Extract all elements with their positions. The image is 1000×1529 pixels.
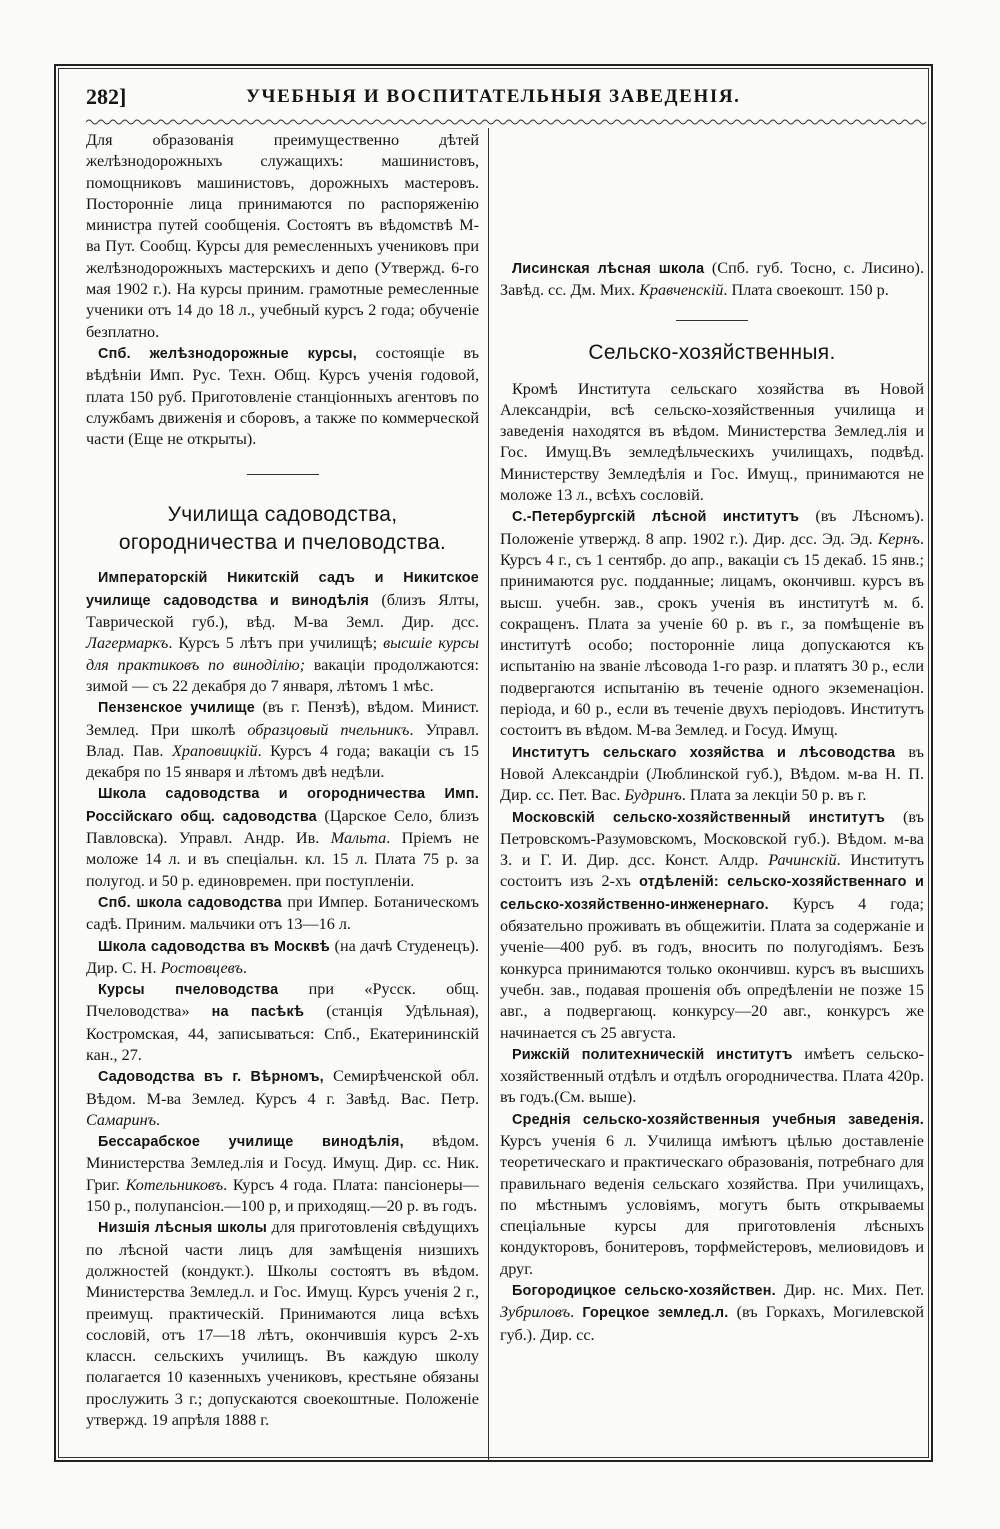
agriculture-intro-paragraph: Кромѣ Института сельскаго хозяйства въ Новой Александріи, всѣ сельско-хозяйственныя училища и заведенія находятся въ вѣдом. Министерства Землед.лія и Гос. Имущ.Въ земледѣльческихъ училищахъ, подвѣд. Министерству Земледѣлія и Гос. Имущ., принимаются не моложе 13 л., всѣхъ сословій. xyxy=(500,379,924,505)
penza-school-entry: Пензенское училище (въ г. Пензѣ), вѣдом. Минист. Землед. При школѣ образцовый пчельникъ. Управл. Влад. Пав. Храповицкій. Курсъ 4 года; вакаціи съ 15 декабря по 15 января и лѣтомъ двѣ недѣли. xyxy=(86,698,480,782)
running-title: УЧЕБНЫЯ И ВОСПИТАТЕЛЬНЫЯ ЗАВЕДЕНІЯ. xyxy=(246,86,741,107)
bessarabia-winemaking-entry: Бессарабское училище винодѣлія, вѣдом. Министерства Землед.лія и Госуд. Имущ. Дир. сс. Ник. Григ. Котельниковъ. Курсъ 4 года. Плата: пансіонеры—150 р., полупансіон.—100 р, и приходящ.—20 р. въ годъ. xyxy=(86,1132,479,1216)
lower-forestry-schools-entry: Низшія лѣсныя школы для приготовленія свѣдущихъ по лѣсной части лицъ для замѣщенія низшихъ должностей (кондукт.). Школы состоятъ въ вѣдом. Министерства Землед.л. и Гос. Имущ. Курсъ ученія 2 г., преимущ. практическій. Принимаются лица всѣхъ сословій, отъ 17—18 лѣтъ, окончившія курсъ 2-хъ классн. сельскихъ училищъ. Въ каждую школу полагается 10 казенныхъ учениковъ, крестьяне обязаны прослужить 3 г.; допускаются своекоштные. Положеніе утвержд. 19 апрѣля 1888 г. xyxy=(86,1218,479,1430)
lisino-forestry-school-entry: Лисинская лѣсная школа (Спб. губ. Тосно, с. Лисино). Завѣд. сс. Дм. Мих. Кравченскій. Плата своекошт. 150 р. xyxy=(500,259,924,300)
column-divider xyxy=(488,128,489,1461)
moscow-gardening-school-entry: Школа садоводства въ Москвѣ (на дачѣ Студенецъ). Дир. С. Н. Ростовцевъ. xyxy=(86,936,480,977)
beekeeping-courses-entry: Курсы пчеловодства при «Русск. общ. Пчеловодства» на пасѣкѣ (станція Удѣльная), Костромская, 44, записываться: Спб., Екатерининскій кан., 27. xyxy=(86,980,480,1064)
verny-gardening-entry: Садоводства въ г. Вѣрномъ, Семирѣченской обл. Вѣдом. М-ва Землед. Курсъ 4 г. Завѣд. Вас. Петр. Самаринъ. xyxy=(86,1067,479,1129)
section-heading-gardening: Училища садоводства, огородничества и пчеловодства. xyxy=(118,503,447,555)
spb-forestry-institute-entry: С.-Петербургскій лѣсной институтъ (въ Лѣсномъ). Положеніе утвержд. 8 апр. 1902 г.). Дир. дсс. Эд. Эд. Кернъ. Курсъ 4 г., съ 1 сентябр. до апр., вакаціи съ 15 декаб. 15 янв.; принимаются рус. подданные; лицамъ, окончивш. курсъ въ высш. учебн. зав., срокъ ученія въ институтѣ м. б. сокращенъ. Плата за ученіе 60 р. въ г., за помѣщеніе въ институтѣ особо; посторонніе лица допускаются къ испытанію на званіе лѣсовода 1-го разр. и платятъ 30 р., если подвергаются испытанію въ теченіе одного экземенаціон. періода, и 60 р., если въ теченіе двухъ періодовъ. Институтъ состоитъ въ вѣдом. М-ва Землед. и Госуд. Имущ. xyxy=(500,507,924,740)
section-rule xyxy=(676,320,748,321)
secondary-agricultural-schools-entry: Среднія сельско-хозяйственныя учебныя заведенія. Курсъ ученія 6 л. Училища имѣютъ цѣлью доставленіе теоретическаго и практическаго образованія, потребнаго для правильнаго веденія сельскаго хозяйства. При училищахъ, по мѣстнымъ условіямъ, могутъ быть открываемы спеціальные курсы для приготовленія лѣсныхъ кондукторовъ, бонитеровъ, торфмейстеровъ, мелиовидовъ и друг. xyxy=(500,1111,924,1278)
right-column xyxy=(500,130,924,1346)
railway-courses-paragraph: Для образованія преимущественно дѣтей желѣзнодорожныхъ служащихъ: машинистовъ, помощниковъ машинистовъ, дорожныхъ мастеровъ. Посторонніе лица принимаются по распоряженію министра путей сообщенія. Состоятъ въ вѣдомствѣ М-ва Пут. Сообщ. Курсы для ремесленныхъ учениковъ при желѣзнодорожныхъ мастерскихъ и депо (Утвержд. 6-го мая 1902 г.). На курсы приним. грамотные ремесленные ученики отъ 14 до 18 л., учебный курсъ 2 года; обученіе безплатно. xyxy=(86,131,479,341)
section-heading-agriculture: Сельско-хозяйственныя. xyxy=(588,340,836,364)
page-number: 282] xyxy=(86,84,127,109)
nikitsky-garden-entry: Императорскій Никитскій садъ и Никитское училище садоводства и винодѣлія (близъ Ялты, Таврической губ.), вѣд. М-ва Земл. Дир. дсс. Лагермаркъ. Курсъ 5 лѣтъ при училищѣ; высшіе курсы для практиковъ по виноділію; вакаціи продолжаются: зимой — съ 22 декабря до 7 января, лѣтомъ 1 мѣс. xyxy=(86,570,480,695)
novo-alexandria-institute-entry: Институтъ сельскаго хозяйства и лѣсоводства въ Новой Александріи (Люблинской губ.), Вѣдом. м-ва Н. П. Дир. сс. Пет. Вас. Будринъ. Плата за лекціи 50 р. въ г. xyxy=(500,742,924,805)
bogoroditsk-gorki-entry: Богородицкое сельско-хозяйствен. Дир. нс. Мих. Пет. Зубриловъ. Горецкое землед.л. (въ Горкахъ, Могилевской губ.). Дир. сс. xyxy=(500,1281,924,1344)
imperial-gardening-school-entry: Школа садоводства и огородничества Имп. Россійскаго общ. садоводства (Царское Село, близъ Павловска). Управл. Андр. Ив. Мальта. Пріемъ не моложе 14 л. и въ спеціальн. кл. 15 л. Плата 75 р. за полугод. и 50 р. единовремен. при поступленіи. xyxy=(86,786,480,890)
left-column xyxy=(86,130,479,1431)
spb-gardening-school-entry: Спб. школа садоводства при Импер. Ботаническомъ садѣ. Приним. мальчики отъ 13—16 л. xyxy=(86,892,480,934)
riga-polytechnic-entry: Рижскій политехническій институтъ имѣетъ сельско-хозяйственный отдѣлъ и отдѣлъ огородничества. Плата 420р. въ годъ.(См. выше). xyxy=(500,1044,924,1107)
spb-railway-courses-entry: Спб. желѣзнодорожные курсы, состоящіе въ вѣдѣніи Имп. Рус. Техн. Общ. Курсъ ученія годовой, плата 150 руб. Приготовленіе станціонныхъ агентовъ по службамъ движенія и сборовъ, а также по коммерческой части (Еще не открыты). xyxy=(86,343,479,449)
decorative-wavy-rule xyxy=(86,118,928,126)
moscow-agricultural-institute-entry: Московскій сельско-хозяйственный институтъ (въ Петровскомъ-Разумовскомъ, Московской губ.). Вѣдом. м-ва З. и Г. И. Дир. дсс. Конст. Алдр. Рачинскій. Институтъ состоитъ изъ 2-хъ отдѣленій: сельско-хозяйственнаго и сельско-хозяйственно-инженернаго. Курсъ 4 года; обязательно проживать въ общежитіи. Плата за содержаніе и ученіе—400 руб. въ годъ, вносить по полугодіямъ. Безъ конкурса принимаются только окончивш. курсъ въ высшихъ учебн. зав., подавая прошенія объ опредѣленіи не позже 15 авг., а подвергающ. конкурсу—20 авг., конкурсъ же начинается съ 25 августа. xyxy=(500,807,924,1042)
page-header xyxy=(86,80,928,120)
section-rule xyxy=(247,474,319,475)
